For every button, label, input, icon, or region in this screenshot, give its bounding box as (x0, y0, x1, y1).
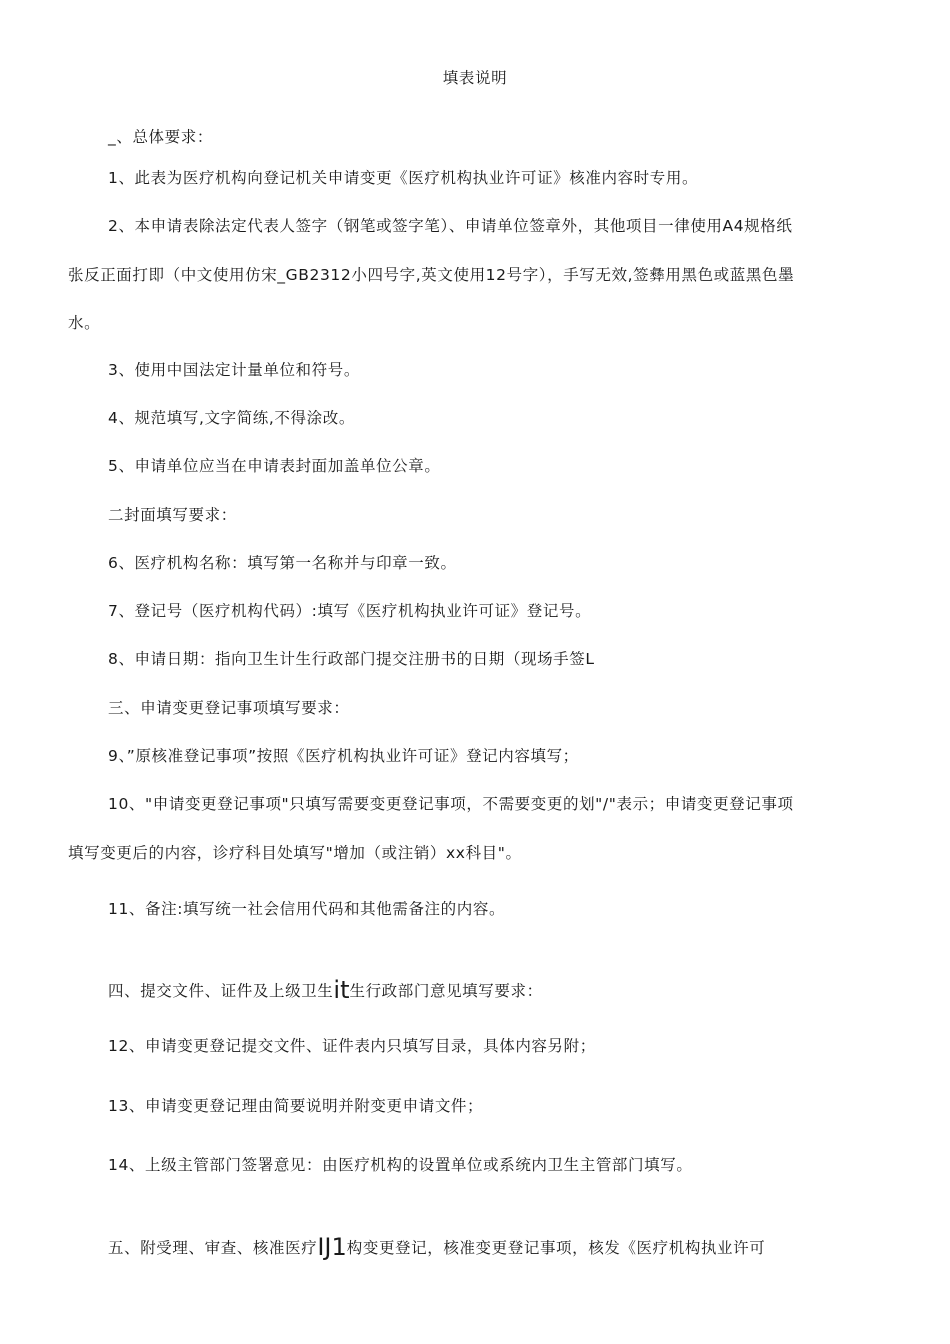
section-heading-1: _、总体要求： (108, 128, 213, 146)
heading-text: 四、提交文件、证件及上级卫生 (108, 982, 334, 1000)
section-heading-4 (108, 976, 543, 1004)
paragraph-line: 1、此表为医疗机构向登记机关申请变更《医疗机构执业许可证》核准内容时专用。 (108, 169, 699, 187)
heading-text: 生行政部门意见填写要求： (349, 982, 543, 1000)
paragraph-line: 6、医疗机构名称：填写第一名称并与印章一致。 (108, 554, 457, 572)
section-heading-2: 二封面填写要求： (108, 506, 237, 524)
heading-large-glyph: it (333, 976, 350, 1004)
paragraph-line: 张反正面打即（中文使用仿宋_GB2312小四号字,英文使用12号字），手写无效,签彝用黑色或蓝黑色墨 (68, 266, 795, 284)
paragraph-line: 2、本申请表除法定代表人签字（钢笔或签字笔）、申请单位签章外，其他项目一律使用A4规格纸 (108, 217, 793, 235)
section-heading-5 (108, 1233, 766, 1261)
paragraph-line: 5、申请单位应当在申请表封面加盖单位公章。 (108, 457, 441, 475)
section-heading-3: 三、申请变更登记事项填写要求： (108, 699, 350, 717)
paragraph-line: 10、"申请变更登记事项"只填写需要变更登记事项，不需要变更的划"/"表示；申请变更登记事项 (108, 795, 794, 813)
paragraph-line: 9、”原核准登记事项”按照《医疗机构执业许可证》登记内容填写； (108, 747, 579, 765)
paragraph-line: 4、规范填写,文字简练,不得涂改。 (108, 409, 355, 427)
paragraph-line: 水。 (68, 314, 101, 332)
paragraph-line: 填写变更后的内容，诊疗科目处填写"增加（或注销）xx科目"。 (68, 844, 522, 862)
paragraph-line: 12、申请变更登记提交文件、证件表内只填写目录，具体内容另附； (108, 1037, 596, 1055)
page-title: 填表说明 (442, 69, 508, 87)
paragraph-line: 3、使用中国法定计量单位和符号。 (108, 361, 360, 379)
heading-text: 五、附受理、审查、核准医疗 (108, 1239, 318, 1257)
paragraph-line: 14、上级主管部门签署意见：由医疗机构的设置单位或系统内卫生主管部门填写。 (108, 1156, 693, 1174)
paragraph-line: 7、登记号（医疗机构代码）:填写《医疗机构执业许可证》登记号。 (108, 602, 592, 620)
heading-text: 构变更登记，核准变更登记事项，核发《医疗机构执业许可 (346, 1239, 766, 1257)
paragraph-line: 11、备注:填写统一社会信用代码和其他需备注的内容。 (108, 900, 506, 918)
heading-large-glyph: IJ1 (317, 1233, 347, 1261)
paragraph-line: 8、申请日期：指向卫生计生行政部门提交注册书的日期（现场手签L (108, 650, 595, 668)
paragraph-line: 13、申请变更登记理由简要说明并附变更申请文件； (108, 1097, 484, 1115)
